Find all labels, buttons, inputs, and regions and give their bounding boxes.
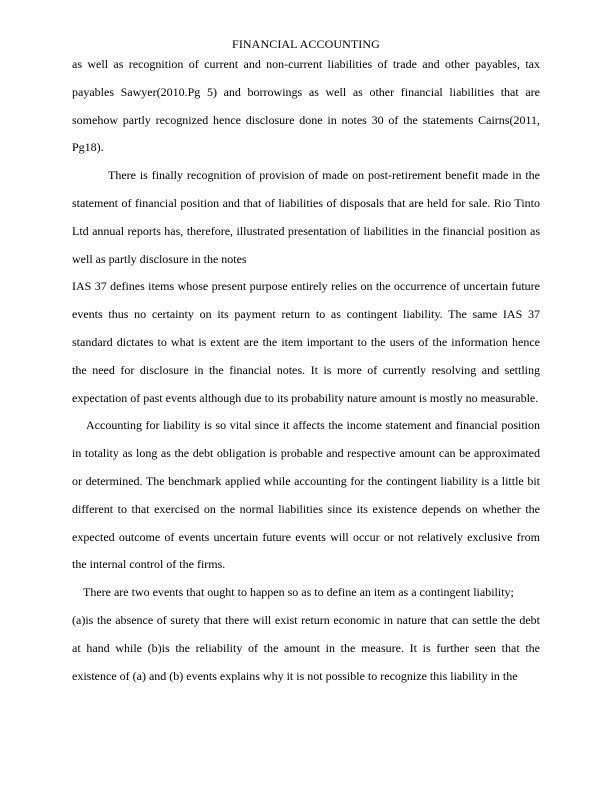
paragraph-two-events-intro: There are two events that ought to happen so as to define an item as a contingent liability; bbox=[83, 585, 514, 600]
document-body bbox=[72, 51, 540, 690]
page-header-title: FINANCIAL ACCOUNTING bbox=[232, 37, 380, 51]
paragraph-liabilities-recognition: as well as recognition of current and non-current liabilities of trade and other payables, tax payables Sawyer(2010.Pg 5) and borrowings as well as other financial liabilities that are somehow partly recognized hence disclosure done in notes 30 of the statements Cairns(2011, Pg18). bbox=[72, 57, 540, 155]
paragraph-events-a-b: (a)is the absence of surety that there will exist return economic in nature that can settle the debt at hand while (b)is the reliability of the amount in the measure. It is further seen that the existence of (a) and (b) events explains why it is not possible to recognize this liability in the bbox=[72, 612, 540, 683]
paragraph-post-retirement-provision: There is finally recognition of provision of made on post-retirement benefit made in the statement of financial position and that of liabilities of disposals that are held for sale. Rio Tinto Ltd annual reports has, therefore, illustrated presentation of liabilities in the financial position as well as partly disclosure in the notes bbox=[72, 168, 540, 266]
paragraph-ias37-definition: IAS 37 defines items whose present purpose entirely relies on the occurrence of uncertain future events thus no certainty on its payment return to as contingent liability. The same IAS 37 standard dictates to what is extent are the item important to the users of the information hence the need for disclosure in the financial notes. It is more of currently resolving and settling expectation of past events although due to its probability nature amount is mostly no measurable. bbox=[72, 279, 540, 405]
paragraph-accounting-for-liability: Accounting for liability is so vital since it affects the income statement and financial position in totality as long as the debt obligation is probable and respective amount can be approximated or determined. The benchmark applied while accounting for the contingent liability is a little bit different to that exercised on the normal liabilities since its existence depends on whether the expected outcome of events uncertain future events will occur or not relatively exclusive from the internal control of the firms. bbox=[72, 418, 540, 572]
